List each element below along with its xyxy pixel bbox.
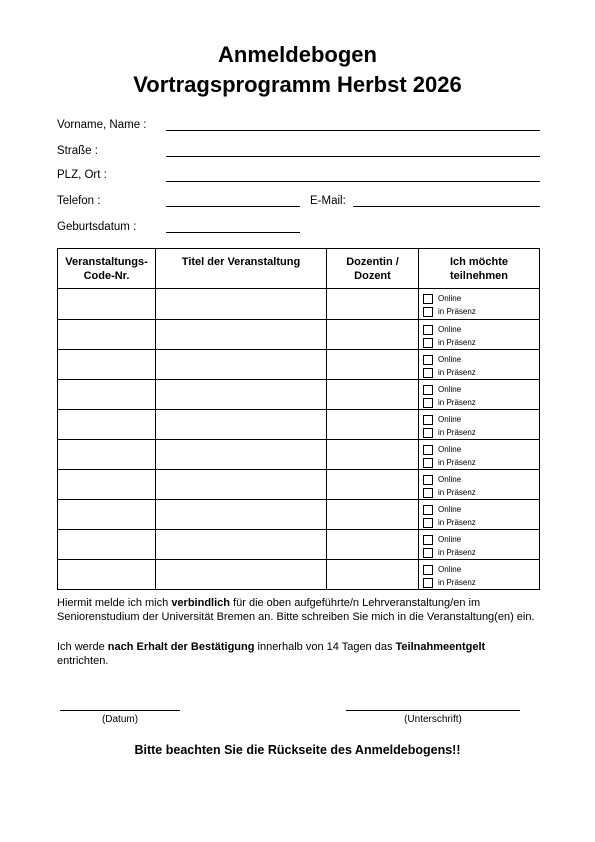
online-checkbox[interactable] <box>423 415 433 425</box>
header-participation-line2: teilnehmen <box>449 270 509 282</box>
option-online[interactable] <box>423 443 539 456</box>
declaration-p1-before: Hiermit melde ich mich <box>57 597 172 609</box>
lecturer-cell[interactable] <box>327 560 419 590</box>
city-field[interactable] <box>166 181 540 182</box>
table-row <box>58 470 540 500</box>
declaration-paragraph-1 <box>57 596 537 624</box>
declaration-p1-after: für die oben aufgeführte/n Lehrveranstaltung/en im Seniorenstudium der Universität Bremen an. Bitte schreiben Sie mich in die Veranstaltung(en) ein. <box>57 597 535 623</box>
participation-cell <box>419 380 540 410</box>
code-cell[interactable] <box>58 289 156 320</box>
online-label: Online <box>438 445 462 454</box>
declaration-p2-before: Ich werde <box>57 641 108 653</box>
option-online[interactable] <box>423 292 539 305</box>
presence-label: in Präsenz <box>438 518 476 527</box>
lecturer-cell[interactable] <box>327 530 419 560</box>
title-cell[interactable] <box>156 380 327 410</box>
title-cell[interactable] <box>156 560 327 590</box>
option-online[interactable] <box>423 533 539 546</box>
participation-cell <box>419 410 540 440</box>
online-label: Online <box>438 294 462 303</box>
table-row <box>58 320 540 350</box>
participation-cell <box>419 350 540 380</box>
code-cell[interactable] <box>58 440 156 470</box>
online-checkbox[interactable] <box>423 565 433 575</box>
header-lecturer <box>327 249 419 289</box>
title-cell[interactable] <box>156 530 327 560</box>
street-field[interactable] <box>166 156 540 157</box>
option-presence[interactable] <box>423 576 539 589</box>
table-row <box>58 500 540 530</box>
header-participation <box>419 249 540 289</box>
code-cell[interactable] <box>58 410 156 440</box>
header-code <box>58 249 156 289</box>
presence-checkbox[interactable] <box>423 458 433 468</box>
participation-cell <box>419 530 540 560</box>
online-checkbox[interactable] <box>423 325 433 335</box>
declaration-paragraph-2 <box>57 640 537 668</box>
title-cell[interactable] <box>156 350 327 380</box>
form-title-line2: Vortragsprogramm Herbst 2026 <box>133 72 462 97</box>
presence-label: in Präsenz <box>438 578 476 587</box>
table-row <box>58 440 540 470</box>
online-label: Online <box>438 505 462 514</box>
online-label: Online <box>438 535 462 544</box>
footer-note: Bitte beachten Sie die Rückseite des Anmeldebogens!! <box>134 743 461 757</box>
code-cell[interactable] <box>58 500 156 530</box>
name-field[interactable] <box>166 130 540 131</box>
title-cell[interactable] <box>156 289 327 320</box>
registration-table <box>57 248 540 590</box>
declaration-p2-bold1: nach Erhalt der Bestätigung <box>107 641 255 653</box>
option-presence[interactable] <box>423 396 539 409</box>
participation-cell <box>419 320 540 350</box>
table-row <box>58 530 540 560</box>
header-code-line2: Code-Nr. <box>83 270 130 282</box>
lecturer-cell[interactable] <box>327 350 419 380</box>
presence-checkbox[interactable] <box>423 548 433 558</box>
presence-checkbox[interactable] <box>423 578 433 588</box>
header-lecturer-line2: Dozent <box>354 270 391 282</box>
presence-checkbox[interactable] <box>423 398 433 408</box>
online-label: Online <box>438 415 462 424</box>
table-row <box>58 560 540 590</box>
title-cell[interactable] <box>156 320 327 350</box>
table-row <box>58 410 540 440</box>
lecturer-cell[interactable] <box>327 320 419 350</box>
header-code-line1: Veranstaltungs- <box>65 256 148 268</box>
option-presence[interactable] <box>423 305 539 318</box>
online-label: Online <box>438 325 462 334</box>
date-line[interactable] <box>60 710 180 711</box>
form-title-line1: Anmeldebogen <box>218 42 377 67</box>
email-field[interactable] <box>353 206 540 207</box>
presence-label: in Präsenz <box>438 398 476 407</box>
presence-label: in Präsenz <box>438 548 476 557</box>
city-label: PLZ, Ort : <box>57 169 107 181</box>
lecturer-cell[interactable] <box>327 500 419 530</box>
phone-field[interactable] <box>166 206 300 207</box>
header-title-text: Titel der Veranstaltung <box>181 256 301 268</box>
lecturer-cell[interactable] <box>327 440 419 470</box>
option-online[interactable] <box>423 473 539 486</box>
declaration-p1-bold: verbindlich <box>171 597 230 609</box>
option-online[interactable] <box>423 503 539 516</box>
option-online[interactable] <box>423 413 539 426</box>
lecturer-cell[interactable] <box>327 410 419 440</box>
online-checkbox[interactable] <box>423 294 433 304</box>
option-online[interactable] <box>423 353 539 366</box>
option-online[interactable] <box>423 563 539 576</box>
participation-cell <box>419 470 540 500</box>
title-cell[interactable] <box>156 410 327 440</box>
participation-cell <box>419 289 540 320</box>
option-presence[interactable] <box>423 456 539 469</box>
presence-label: in Präsenz <box>438 307 476 316</box>
name-label: Vorname, Name : <box>57 119 147 131</box>
presence-checkbox[interactable] <box>423 307 433 317</box>
table-row <box>58 289 540 320</box>
code-cell[interactable] <box>58 560 156 590</box>
presence-label: in Präsenz <box>438 488 476 497</box>
online-checkbox[interactable] <box>423 445 433 455</box>
presence-checkbox[interactable] <box>423 338 433 348</box>
online-checkbox[interactable] <box>423 385 433 395</box>
presence-label: in Präsenz <box>438 428 476 437</box>
code-cell[interactable] <box>58 530 156 560</box>
presence-label: in Präsenz <box>438 338 476 347</box>
option-presence[interactable] <box>423 366 539 379</box>
online-label: Online <box>438 385 462 394</box>
online-checkbox[interactable] <box>423 505 433 515</box>
birthdate-label: Geburtsdatum : <box>57 221 137 233</box>
option-presence[interactable] <box>423 336 539 349</box>
presence-checkbox[interactable] <box>423 428 433 438</box>
email-label: E-Mail: <box>310 195 346 207</box>
online-checkbox[interactable] <box>423 475 433 485</box>
birthdate-field[interactable] <box>166 232 300 233</box>
declaration-p2-bold2: Teilnahmeentgelt <box>395 641 486 653</box>
lecturer-cell[interactable] <box>327 380 419 410</box>
online-checkbox[interactable] <box>423 535 433 545</box>
option-online[interactable] <box>423 323 539 336</box>
option-presence[interactable] <box>423 486 539 499</box>
lecturer-cell[interactable] <box>327 289 419 320</box>
table-header-row <box>58 249 540 289</box>
phone-label: Telefon : <box>57 195 101 207</box>
lecturer-cell[interactable] <box>327 470 419 500</box>
street-label: Straße : <box>57 145 98 157</box>
presence-label: in Präsenz <box>438 368 476 377</box>
header-lecturer-line1: Dozentin / <box>346 256 399 268</box>
title-cell[interactable] <box>156 440 327 470</box>
online-label: Online <box>438 475 462 484</box>
presence-checkbox[interactable] <box>423 488 433 498</box>
presence-checkbox[interactable] <box>423 368 433 378</box>
option-presence[interactable] <box>423 516 539 529</box>
option-online[interactable] <box>423 383 539 396</box>
signature-label: (Unterschrift) <box>404 714 462 725</box>
header-title <box>156 249 327 289</box>
declaration-p2-after: entrichten. <box>57 655 109 667</box>
table-row <box>58 350 540 380</box>
code-cell[interactable] <box>58 350 156 380</box>
header-participation-line1: Ich möchte <box>449 256 509 268</box>
online-label: Online <box>438 355 462 364</box>
participation-cell <box>419 500 540 530</box>
online-checkbox[interactable] <box>423 355 433 365</box>
code-cell[interactable] <box>58 320 156 350</box>
declaration-p2-mid: innerhalb von 14 Tagen das <box>254 641 396 653</box>
title-cell[interactable] <box>156 470 327 500</box>
signature-line[interactable] <box>346 710 520 711</box>
participation-cell <box>419 440 540 470</box>
title-cell[interactable] <box>156 500 327 530</box>
option-presence[interactable] <box>423 426 539 439</box>
participation-cell <box>419 560 540 590</box>
table-row <box>58 380 540 410</box>
online-label: Online <box>438 565 462 574</box>
code-cell[interactable] <box>58 380 156 410</box>
code-cell[interactable] <box>58 470 156 500</box>
option-presence[interactable] <box>423 546 539 559</box>
date-label: (Datum) <box>101 714 139 725</box>
presence-checkbox[interactable] <box>423 518 433 528</box>
presence-label: in Präsenz <box>438 458 476 467</box>
